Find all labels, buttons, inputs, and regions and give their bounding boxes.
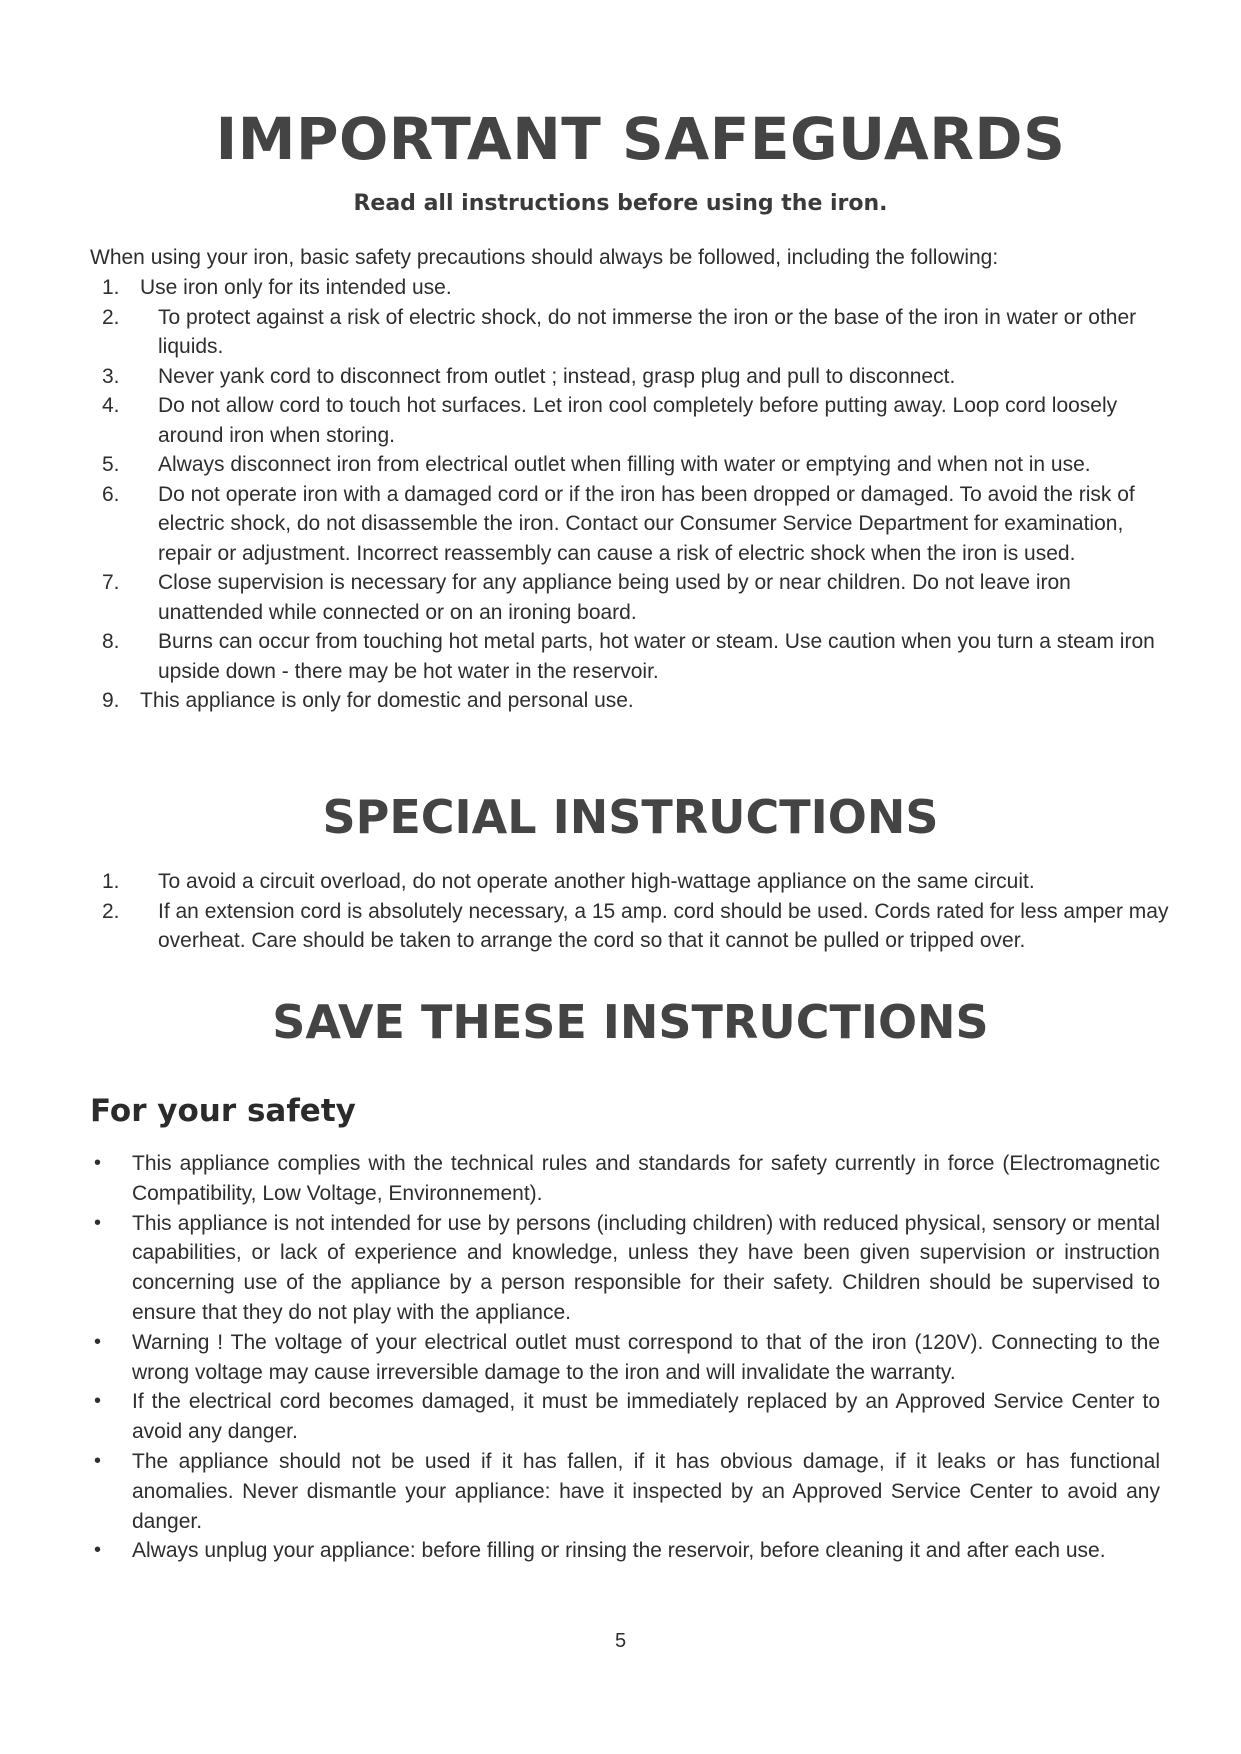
item-text: This appliance is only for domestic and personal use.	[140, 689, 634, 712]
item-text: To protect against a risk of electric shock, do not immerse the iron or the base of the iron in water or other liquids.	[158, 305, 1137, 358]
item-number: 8.	[102, 630, 120, 653]
item-number: 1.	[102, 276, 120, 299]
list-item	[90, 1328, 1160, 1388]
list-item	[90, 450, 1180, 480]
list-item	[90, 1149, 1160, 1209]
item-number: 2.	[102, 305, 120, 329]
list-item	[90, 303, 1180, 362]
bullet-icon: •	[94, 1211, 102, 1234]
item-number: 1.	[102, 870, 120, 893]
item-text: If an extension cord is absolutely necessary, a 15 amp. cord should be used. Cords rated for less amper may overheat. Care should be taken to arrange the cord so that it cannot be pulled or tripped over.	[158, 899, 1169, 952]
intro-paragraph: When using your iron, basic safety precautions should always be followed, including the following:	[90, 246, 999, 269]
item-text: Never yank cord to disconnect from outlet ; instead, grasp plug and pull to disconnect.	[158, 364, 956, 388]
item-text: Use iron only for its intended use.	[140, 276, 452, 299]
item-number: 3.	[102, 364, 120, 388]
item-text: Burns can occur from touching hot metal parts, hot water or steam. Use caution when you turn a steam iron upside down - there may be hot water in the reservoir.	[158, 630, 1155, 683]
list-item	[90, 627, 1180, 686]
list-item	[90, 391, 1180, 450]
item-number: 2.	[102, 899, 120, 923]
save-instructions-title: SAVE THESE INSTRUCTIONS	[272, 995, 989, 1049]
item-number: 4.	[102, 394, 120, 417]
list-item	[90, 480, 1180, 569]
item-number: 6.	[102, 482, 120, 506]
page-number: 5	[614, 1630, 627, 1652]
list-item	[90, 568, 1180, 627]
item-text: To avoid a circuit overload, do not operate another high-wattage appliance on the same circuit.	[158, 870, 1035, 893]
list-item	[90, 1209, 1160, 1328]
list-item	[90, 362, 1180, 392]
item-number: 7.	[102, 571, 120, 594]
list-item	[90, 867, 1180, 897]
item-text: Warning ! The voltage of your electrical outlet must correspond to that of the iron (120V). Connecting to the wrong voltage may cause irreversible damage to the iron and will invalidate the warranty.	[132, 1330, 1160, 1384]
bullet-icon: •	[94, 1152, 102, 1174]
item-text: This appliance complies with the technical rules and standards for safety currently in force (Electromagnetic Compatibility, Low Voltage, Environnement).	[132, 1152, 1160, 1205]
safety-list	[90, 1149, 1160, 1566]
item-text: The appliance should not be used if it has fallen, if it has obvious damage, if it leaks or has functional anomalies. Never dismantle your appliance: have it inspected by an Approved Service Center to avoid any danger.	[132, 1449, 1160, 1533]
list-item	[90, 686, 1180, 716]
list-item	[90, 1387, 1160, 1447]
item-text: This appliance is not intended for use by persons (including children) with reduced physical, sensory or mental capabilities, or lack of experience and knowledge, unless they have been given supervision or instruction concerning use of the appliance by a person responsible for their safety. Children should be supervised to ensure that they do not play with the appliance.	[132, 1211, 1160, 1324]
list-item	[90, 1536, 1160, 1566]
bullet-icon: •	[94, 1449, 102, 1472]
page-title: IMPORTANT SAFEGUARDS	[215, 105, 1066, 173]
list-item	[90, 1447, 1160, 1536]
special-instructions-list	[90, 867, 1180, 956]
item-text: Always unplug your appliance: before filling or rinsing the reservoir, before cleaning it and after each use.	[132, 1539, 1106, 1563]
item-text: Always disconnect iron from electrical outlet when filling with water or emptying and when not in use.	[158, 453, 1091, 476]
item-text: Do not operate iron with a damaged cord or if the iron has been dropped or damaged. To avoid the risk of electric shock, do not disassemble the iron. Contact our Consumer Service Department for examination, repair or adjustment. Incorrect reassembly can cause a risk of electric shock when the iron is used.	[158, 482, 1135, 565]
item-number: 5.	[102, 453, 120, 476]
list-item	[90, 897, 1180, 956]
bullet-icon: •	[94, 1539, 102, 1562]
list-item	[90, 273, 1180, 303]
safety-heading: For your safety	[90, 1093, 356, 1129]
bullet-icon: •	[94, 1390, 102, 1413]
item-text: If the electrical cord becomes damaged, it must be immediately replaced by an Approved Service Center to avoid any danger.	[132, 1390, 1160, 1444]
page-subtitle: Read all instructions before using the iron.	[353, 191, 888, 216]
item-number: 9.	[102, 689, 120, 712]
item-text: Close supervision is necessary for any appliance being used by or near children. Do not leave iron unattended while connected or on an ironing board.	[158, 571, 1071, 624]
safeguards-list	[90, 273, 1180, 716]
bullet-icon: •	[94, 1330, 102, 1353]
special-instructions-title: SPECIAL INSTRUCTIONS	[322, 790, 939, 844]
item-text: Do not allow cord to touch hot surfaces. Let iron cool completely before putting away. Loop cord loosely around iron when storing.	[158, 394, 1118, 447]
